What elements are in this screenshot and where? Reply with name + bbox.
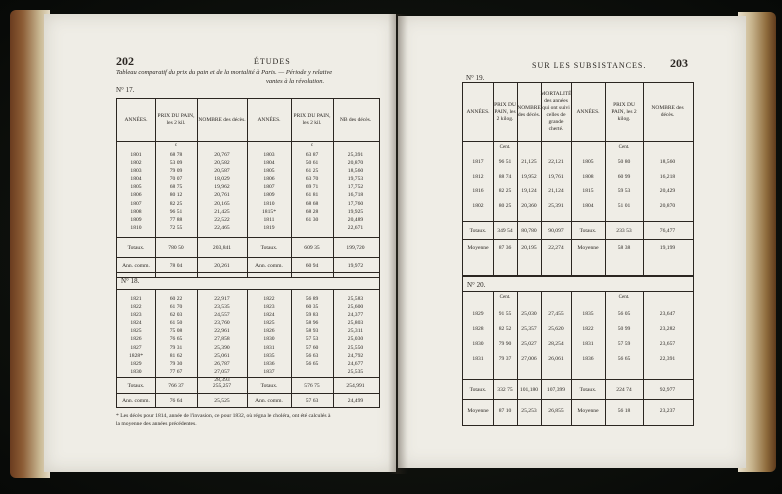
average-value: 26,855 bbox=[548, 408, 564, 414]
header-cell: ANNÉES. bbox=[124, 116, 148, 123]
average-value: 87 36 bbox=[498, 245, 512, 251]
totals-label: Totaux. bbox=[260, 245, 278, 251]
totals-label: Totaux. bbox=[260, 383, 278, 389]
totals-value: 349 54 bbox=[497, 228, 513, 234]
deaths-column: 25,030 25,357 25,027 27,006 bbox=[521, 311, 537, 362]
unit-label: Cent. bbox=[618, 295, 630, 300]
totals-value: 233 53 bbox=[616, 228, 632, 234]
years-column: 1829 1828 1830 1831 bbox=[472, 311, 484, 362]
totals-label: Totaux. bbox=[579, 387, 597, 393]
header-cell: ANNÉES. bbox=[466, 108, 490, 115]
deaths-column: 21,125 19,952 19,124 20,360 bbox=[521, 159, 537, 209]
totals-value: 203,841 bbox=[212, 245, 232, 251]
totals-value: 199,720 bbox=[346, 245, 365, 251]
totals-value: 80,780 bbox=[521, 228, 537, 234]
average-value: 22,274 bbox=[548, 245, 564, 251]
average-value: 76 64 bbox=[169, 398, 183, 404]
average-label: Moyenne bbox=[467, 245, 489, 251]
average-value: 25,253 bbox=[521, 408, 537, 414]
unit-label: Cent. bbox=[499, 295, 511, 300]
average-value: 56 18 bbox=[617, 408, 631, 414]
price-column: 56 05 50 99 57 59 56 65 bbox=[617, 311, 631, 362]
totals-label: Totaux. bbox=[579, 228, 597, 234]
page-number: 202 bbox=[116, 54, 134, 68]
average-value: 19,199 bbox=[659, 245, 676, 251]
footnote bbox=[116, 412, 388, 428]
header-cell: ANNÉES. bbox=[257, 116, 281, 123]
totals-value: 332 75 bbox=[497, 387, 513, 393]
average-label: Moyenne bbox=[467, 408, 489, 414]
page-number: 203 bbox=[670, 56, 688, 70]
running-head: ÉTUDES bbox=[254, 57, 291, 66]
average-label: Ann. comm. bbox=[122, 263, 150, 269]
average-value: 23,237 bbox=[659, 408, 676, 414]
years-column: 1805 1808 1815 1804 bbox=[582, 159, 594, 209]
average-label: Ann. comm. bbox=[122, 398, 150, 404]
totals-value: 224 74 bbox=[616, 387, 632, 393]
book-gutter bbox=[388, 14, 408, 474]
totals-label: Totaux. bbox=[469, 228, 487, 234]
table-18 bbox=[116, 272, 380, 408]
average-value: 24,499 bbox=[347, 398, 364, 404]
average-value: 78 04 bbox=[169, 263, 183, 269]
deaths-column: 22,917 23,535 24,557 23,760 22,961 27,858 25,390 25,061 26,787 27,057 28,393 bbox=[214, 296, 230, 383]
table-label: N° 17. bbox=[116, 86, 135, 94]
deaths-column: 23,647 23,282 23,657 22,391 bbox=[659, 311, 676, 362]
average-label: Moyenne bbox=[577, 245, 599, 251]
price-column: 60 22 61 70 62 03 61 50 75 08 76 65 79 31 81 62 79 30 77 67 bbox=[169, 296, 183, 375]
table-17 bbox=[116, 98, 380, 278]
header-cell: ANNÉES. bbox=[576, 108, 600, 115]
header-cell: NB des décès. bbox=[339, 116, 372, 123]
price-column: 96 51 88 74 82 25 80 25 bbox=[498, 159, 512, 209]
years-column: 1801 1802 1803 1804 1805 1806 1807 1808 1809 1810 bbox=[130, 152, 142, 231]
footnote-line: la moyenne des années précédentes. bbox=[116, 421, 197, 427]
totals-value: 609 35 bbox=[304, 245, 320, 251]
header-cell: PRIX DU PAIN, les 2 kil. bbox=[293, 113, 331, 126]
totals-label: Totaux. bbox=[127, 383, 145, 389]
totals-value: 107,399 bbox=[546, 387, 566, 393]
unit-label: Cent. bbox=[499, 145, 511, 150]
years-column: 1821 1822 1823 1824 1825 1826 1827 1828* 1829 1830 bbox=[129, 296, 143, 375]
table-caption bbox=[116, 68, 396, 86]
caption-line: vantes à la révolution. bbox=[266, 78, 325, 85]
unit-label: Cent. bbox=[618, 145, 630, 150]
header-cell: PRIX DU PAIN, les 2 kilog. bbox=[494, 101, 516, 122]
average-value: 57 63 bbox=[305, 398, 319, 404]
totals-value: 254,991 bbox=[346, 383, 365, 389]
caption-line: Tableau comparatif du prix du pain et de la mortalité à Paris. — Période y relative bbox=[116, 69, 333, 76]
years-column: 1803 1804 1805 1806 1807 1809 1810 1815* 1811 1819 bbox=[262, 152, 276, 231]
average-value: 25,525 bbox=[214, 398, 230, 404]
price-column: 63 87 50 61 61 25 63 70 69 71 61 81 68 68 68 28 61 30 bbox=[305, 152, 319, 223]
average-label: Ann. comm. bbox=[255, 263, 283, 269]
years-column: 1817 1812 1816 1802 bbox=[472, 159, 484, 209]
header-cell: PRIX DU PAIN, les 2 kil. bbox=[157, 113, 195, 126]
right-page bbox=[398, 16, 746, 468]
totals-value: 576 75 bbox=[304, 383, 320, 389]
unit-label: c bbox=[174, 143, 178, 148]
deaths-column: 25,391 20,870 18,560 19,753 17,752 16,718 17,760 19,925 20,489 22,671 bbox=[347, 152, 364, 231]
price-column: 50 80 60 99 59 53 51 01 bbox=[617, 159, 631, 209]
mortality-column: 27,455 25,620 28,254 26,061 bbox=[548, 311, 564, 362]
table-label: N° 18. bbox=[121, 277, 140, 285]
average-value: 60 94 bbox=[305, 263, 319, 269]
price-column: 68 78 53 09 79 09 70 07 68 75 80 12 82 25 96 51 77 88 72 55 bbox=[169, 152, 183, 231]
totals-label: Totaux. bbox=[127, 245, 145, 251]
table-label: N° 19. bbox=[466, 74, 485, 82]
header-cell: NOMBRE des décès. bbox=[198, 116, 246, 123]
table-label: N° 20. bbox=[467, 281, 486, 289]
price-column: 91 55 82 52 79 90 79 37 bbox=[498, 311, 512, 362]
totals-value: 780 50 bbox=[168, 245, 184, 251]
years-column: 1822 1823 1824 1825 1826 1830 1831 1835 1836 1837 bbox=[263, 296, 275, 375]
table-20 bbox=[462, 276, 694, 426]
totals-label: Totaux. bbox=[469, 387, 487, 393]
unit-label: c bbox=[310, 143, 314, 148]
average-value: 87 10 bbox=[498, 408, 512, 414]
average-label: Moyenne bbox=[577, 408, 599, 414]
totals-value: 76,477 bbox=[659, 228, 676, 234]
deaths-column: 25,583 25,600 24,377 25,803 25,311 25,030 25,550 24,792 24,677 25,535 bbox=[347, 296, 364, 375]
table-19 bbox=[462, 82, 694, 276]
average-value: 20,261 bbox=[214, 263, 230, 269]
table-header bbox=[463, 83, 693, 142]
left-page bbox=[44, 14, 396, 472]
average-value: 58 38 bbox=[617, 245, 631, 251]
years-column: 1835 1822 1831 1836 bbox=[582, 311, 594, 362]
totals-value: 90,097 bbox=[548, 228, 564, 234]
footnote-line: * Les décès pour 1814, année de l'invasion, ce pour 1832, où régna le choléra, ont été calculés à bbox=[116, 413, 331, 419]
header-cell: NOMBRE des décès. bbox=[517, 105, 541, 118]
average-value: 20,195 bbox=[521, 245, 537, 251]
deaths-column: 18,560 16,218 20,429 20,870 bbox=[659, 159, 676, 209]
header-cell: MORTALITÉ des années qui ont suivi celles de grande cherté. bbox=[540, 91, 572, 132]
header-cell: PRIX DU PAIN, les 2 kilog. bbox=[611, 101, 637, 122]
totals-value: 255,257 bbox=[212, 383, 232, 389]
totals-value: 101,180 bbox=[519, 387, 539, 393]
totals-value: 766 37 bbox=[168, 383, 184, 389]
average-value: 19,972 bbox=[347, 263, 364, 269]
running-head: SUR LES SUBSISTANCES. bbox=[532, 61, 647, 70]
average-label: Ann. comm. bbox=[255, 398, 283, 404]
totals-value: 92,977 bbox=[659, 387, 676, 393]
mortality-column: 22,121 19,761 21,124 25,391 bbox=[548, 159, 564, 209]
price-column: 56 89 60 35 59 83 58 96 58 93 57 53 57 60 56 63 56 65 bbox=[305, 296, 319, 367]
header-cell: NOMBRE des décès. bbox=[651, 105, 684, 118]
deaths-column: 20,767 20,582 20,587 18,029 19,962 20,761 20,165 21,425 22,522 22,465 bbox=[214, 152, 230, 231]
table-header bbox=[117, 99, 379, 142]
